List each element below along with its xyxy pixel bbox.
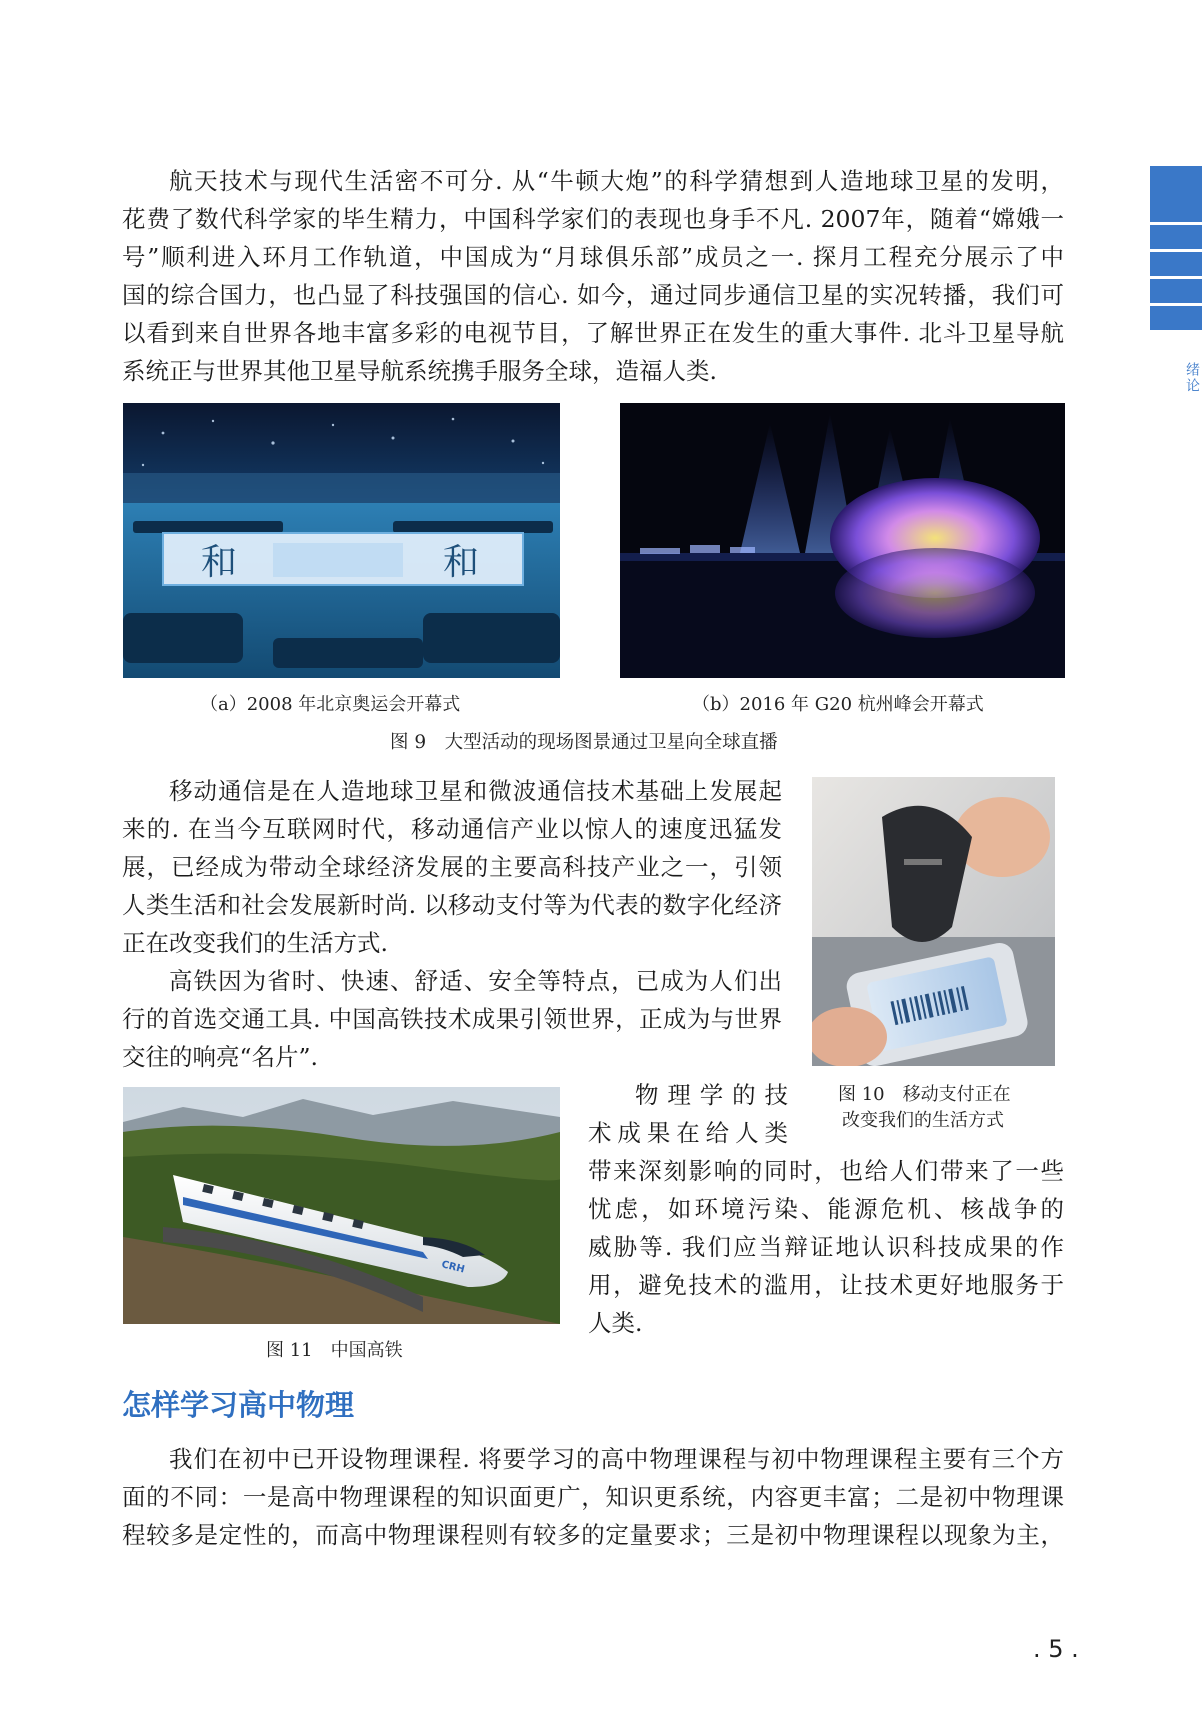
tech-paragraph-narrow — [588, 1076, 788, 1152]
figure-11-high-speed-train-photo — [123, 1087, 560, 1324]
stage-character: 和 — [443, 542, 480, 583]
paragraph-line: 以看到来自世界各地丰富多彩的电视节目，了解世界正在发生的重大事件. 北斗卫星导航 — [122, 319, 1064, 347]
paragraph-line: 交往的响亮“名片”. — [122, 1043, 318, 1071]
figure-9b-g20-photo — [620, 403, 1065, 678]
tab-block — [1150, 306, 1202, 330]
paragraph-line: 人类. — [588, 1309, 643, 1337]
paragraph-line: 号”顺利进入环月工作轨道，中国成为“月球俱乐部”成员之一. 探月工程充分展示了中 — [122, 243, 1064, 271]
intro-paragraph — [122, 162, 1064, 390]
paragraph-line: 移动通信是在人造地球卫星和微波通信技术基础上发展起 — [169, 777, 782, 805]
tab-block — [1150, 225, 1202, 249]
tab-block — [1150, 252, 1202, 276]
figure-9-title: 图 9 大型活动的现场图景通过卫星向全球直播 — [390, 732, 778, 753]
figure-10-caption-line1: 图 10 移动支付正在 — [838, 1084, 1011, 1105]
tab-block — [1150, 166, 1202, 222]
page-number: . 5 . — [1033, 1635, 1079, 1663]
train-logo: CRH — [440, 1259, 466, 1276]
paragraph-line: 带来深刻影响的同时，也给人们带来了一些 — [588, 1157, 1064, 1185]
figure-9b-caption: （b）2016 年 G20 杭州峰会开幕式 — [692, 694, 984, 715]
section-heading: 怎样学习高中物理 — [122, 1388, 355, 1422]
tech-paragraph — [588, 1152, 1064, 1342]
tab-block — [1150, 279, 1202, 303]
chapter-tab-label: 绪论 — [1184, 362, 1200, 394]
paragraph-line: 国的综合国力，也凸显了科技强国的信心. 如今，通过同步通信卫星的实况转播，我们可 — [122, 281, 1064, 309]
chapter-tab — [1150, 166, 1202, 356]
figure-10-mobile-payment-photo — [812, 777, 1055, 1066]
figure-9a-caption: （a）2008 年北京奥运会开幕式 — [200, 694, 461, 715]
figure-9a-olympics-photo — [123, 403, 560, 678]
paragraph-line: 用，避免技术的滥用，让技术更好地服务于 — [588, 1271, 1064, 1299]
paragraph-line: 我们在初中已开设物理课程. 将要学习的高中物理课程与初中物理课程主要有三个方 — [169, 1445, 1064, 1473]
paragraph-line: 展，已经成为带动全球经济发展的主要高科技产业之一，引领 — [122, 853, 782, 881]
paragraph-line: 花费了数代科学家的毕生精力，中国科学家们的表现也身手不凡. 2007年，随着“嫦娥一 — [122, 205, 1064, 233]
paragraph-line: 面的不同：一是高中物理课程的知识面更广，知识更系统，内容更丰富；二是初中物理课 — [122, 1483, 1064, 1511]
paragraph-line: 物理学的技 — [635, 1081, 788, 1109]
paragraph-line: 人类生活和社会发展新时尚. 以移动支付等为代表的数字化经济 — [122, 891, 782, 919]
figure-10-caption-line2: 改变我们的生活方式 — [842, 1110, 1004, 1131]
paragraph-line: 术成果在给人类 — [588, 1119, 788, 1147]
paragraph-line: 系统正与世界其他卫星导航系统携手服务全球，造福人类. — [122, 357, 717, 385]
paragraph-line: 航天技术与现代生活密不可分. 从“牛顿大炮”的科学猜想到人造地球卫星的发明， — [169, 167, 1064, 195]
stage-character: 和 — [201, 542, 238, 583]
paragraph-line: 来的. 在当今互联网时代，移动通信产业以惊人的速度迅猛发 — [122, 815, 782, 843]
figure-11-caption: 图 11 中国高铁 — [266, 1340, 403, 1361]
paragraph-line: 程较多是定性的，而高中物理课程则有较多的定量要求；三是初中物理课程以现象为主， — [122, 1521, 1064, 1549]
paragraph-line: 正在改变我们的生活方式. — [122, 929, 388, 957]
paragraph-line: 行的首选交通工具. 中国高铁技术成果引领世界，正成为与世界 — [122, 1005, 782, 1033]
rail-paragraph — [122, 962, 782, 1076]
paragraph-line: 忧虑，如环境污染、能源危机、核战争的 — [588, 1195, 1064, 1223]
mobile-paragraph — [122, 772, 782, 962]
paragraph-line: 高铁因为省时、快速、舒适、安全等特点，已成为人们出 — [169, 967, 782, 995]
paragraph-line: 威胁等. 我们应当辩证地认识科技成果的作 — [588, 1233, 1064, 1261]
section-paragraph — [122, 1440, 1064, 1554]
